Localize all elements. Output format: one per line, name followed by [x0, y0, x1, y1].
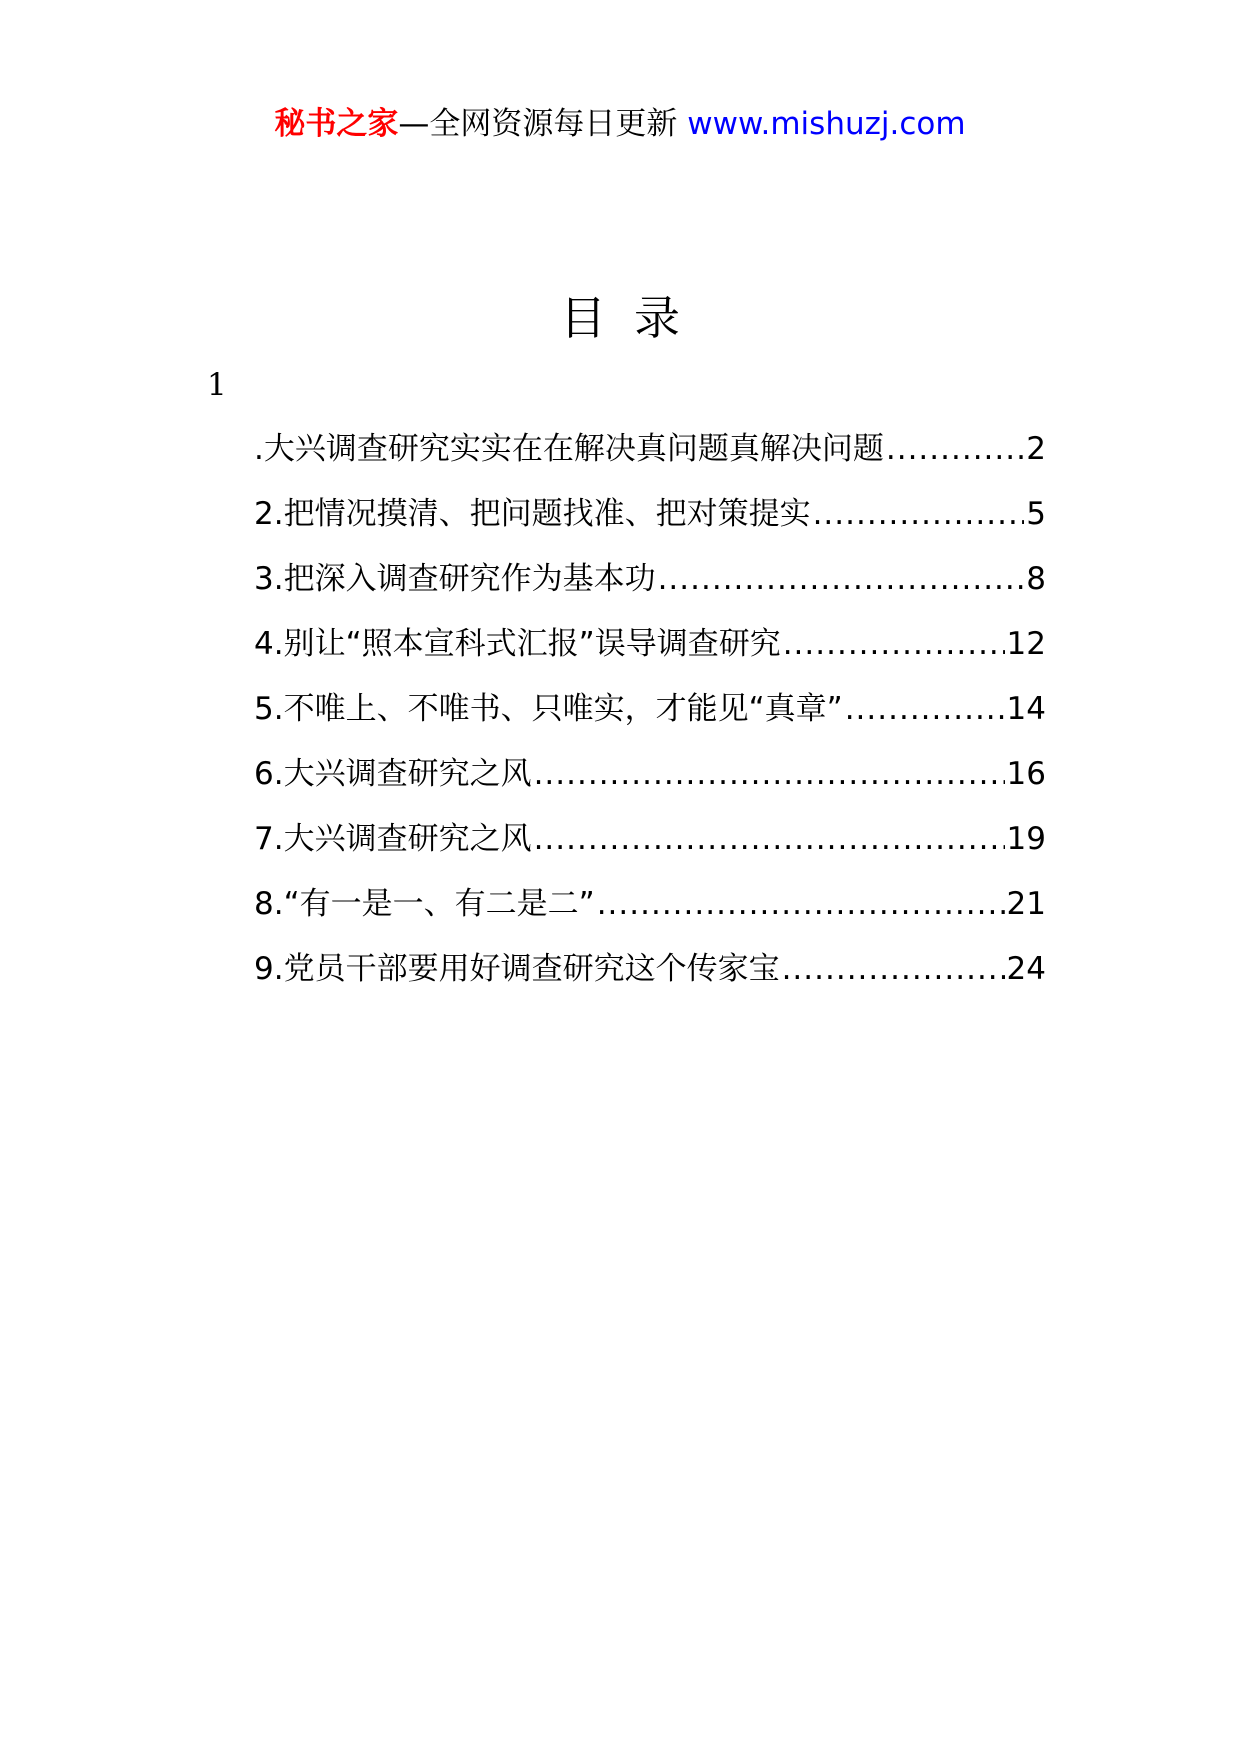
toc-dot-leader	[783, 624, 1005, 664]
toc-entry-9[interactable]	[254, 949, 1046, 1014]
toc-entry-page: 16	[1006, 756, 1046, 792]
toc-dot-leader	[886, 429, 1024, 469]
toc-entry-4[interactable]	[254, 624, 1046, 689]
toc-entry-1[interactable]	[254, 429, 1046, 494]
toc-entry-text: 2.把情况摸清、把问题找准、把对策提实	[254, 496, 811, 532]
page-header	[0, 104, 1240, 144]
toc-entry-page: 12	[1006, 626, 1046, 662]
header-url[interactable]: www.mishuzj.com	[687, 106, 966, 142]
toc-entry-text: 8.“有一是一、有二是二”	[254, 886, 595, 922]
toc-list	[254, 429, 1046, 1014]
toc-entry-page: 21	[1006, 886, 1046, 922]
toc-entry-6[interactable]	[254, 754, 1046, 819]
toc-entry-text: .大兴调查研究实实在在解决真问题真解决问题	[254, 431, 884, 467]
toc-dot-leader	[597, 884, 1005, 924]
toc-entry-8[interactable]	[254, 884, 1046, 949]
toc-entry-5[interactable]	[254, 689, 1046, 754]
toc-dot-leader	[845, 689, 1005, 729]
header-tagline: —全网资源每日更新	[398, 106, 678, 142]
toc-entry-page: 2	[1026, 431, 1046, 467]
toc-entry-page: 8	[1026, 561, 1046, 597]
toc-entry-text: 6.大兴调查研究之风	[254, 756, 532, 792]
toc-entry-text: 4.别让“照本宣科式汇报”误导调查研究	[254, 626, 781, 662]
toc-dot-leader	[658, 559, 1025, 599]
toc-entry-text: 3.把深入调查研究作为基本功	[254, 561, 656, 597]
toc-entry-text: 7.大兴调查研究之风	[254, 821, 532, 857]
toc-dot-leader	[813, 494, 1025, 534]
toc-entry-page: 14	[1006, 691, 1046, 727]
brand-name: 秘书之家	[274, 106, 399, 142]
toc-dot-leader	[782, 949, 1005, 989]
toc-entry-3[interactable]	[254, 559, 1046, 624]
toc-entry-page: 24	[1006, 951, 1046, 987]
toc-dot-leader	[534, 819, 1005, 859]
toc-entry-2[interactable]	[254, 494, 1046, 559]
toc-stray-number: 1	[207, 367, 227, 403]
toc-entry-page: 19	[1006, 821, 1046, 857]
toc-entry-text: 5.不唯上、不唯书、只唯实，才能见“真章”	[254, 691, 843, 727]
toc-title: 目录	[560, 291, 708, 345]
toc-entry-page: 5	[1026, 496, 1046, 532]
toc-entry-7[interactable]	[254, 819, 1046, 884]
toc-entry-text: 9.党员干部要用好调查研究这个传家宝	[254, 951, 780, 987]
toc-dot-leader	[534, 754, 1005, 794]
